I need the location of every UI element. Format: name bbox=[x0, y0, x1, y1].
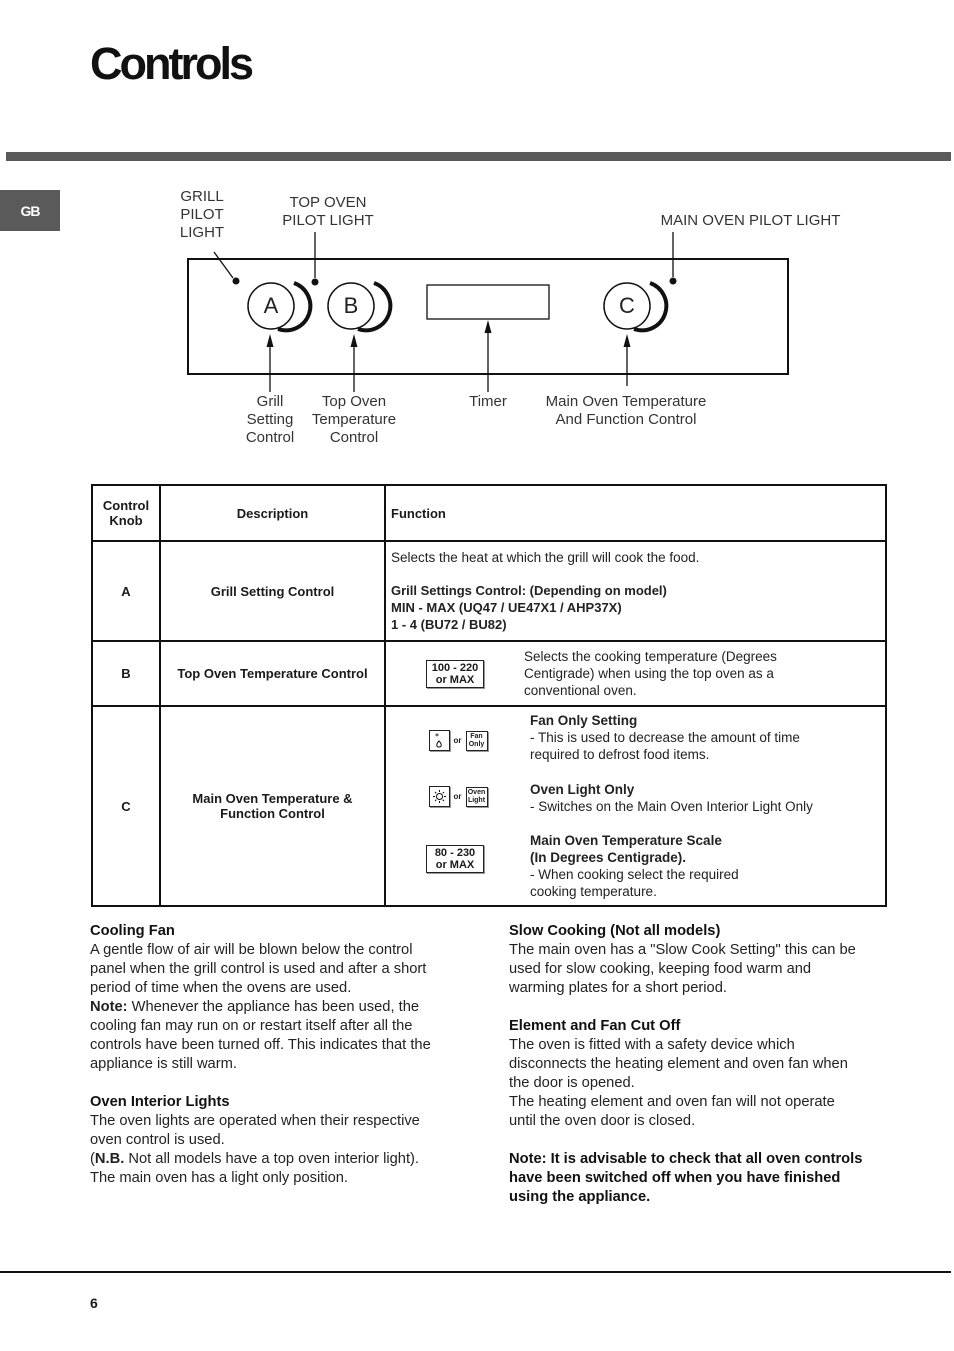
text-line: The main oven has a "Slow Cook Setting" this can be bbox=[509, 942, 856, 958]
cooling-fan-note bbox=[90, 998, 475, 1017]
row-a-function bbox=[385, 541, 886, 641]
box-line: Fan bbox=[470, 732, 483, 740]
text-line: - Switches on the Main Oven Interior Light Only bbox=[530, 799, 813, 814]
fan-only-setting-text bbox=[530, 712, 800, 763]
box-line: Oven bbox=[467, 788, 486, 796]
row-a-text: Selects the heat at which the grill will cook the food. bbox=[391, 550, 700, 565]
arrow-up-icon bbox=[485, 320, 492, 333]
table-row bbox=[92, 706, 886, 906]
arrow-up-icon bbox=[624, 334, 631, 347]
text-line: Whenever the appliance has been used, the bbox=[127, 999, 420, 1015]
row-a-bold-line: Grill Settings Control: (Depending on model) bbox=[391, 583, 667, 598]
row-a-description: Grill Setting Control bbox=[160, 541, 385, 641]
element-fan-cutoff-heading: Element and Fan Cut Off bbox=[509, 1018, 681, 1034]
language-tab: GB bbox=[0, 190, 60, 231]
temp-title-line: (In Degrees Centigrade). bbox=[530, 850, 687, 865]
cooling-fan-heading: Cooling Fan bbox=[90, 923, 175, 939]
knob-a-letter: A bbox=[263, 293, 279, 318]
nb-line bbox=[90, 1150, 475, 1169]
text-line: - When cooking select the required bbox=[530, 867, 739, 882]
oven-light-symbol-box bbox=[466, 787, 488, 807]
table-row bbox=[92, 641, 886, 706]
text-line: period of time when the ovens are used. bbox=[90, 980, 352, 996]
text-line: disconnects the heating element and oven fan when bbox=[509, 1056, 848, 1072]
text-line: cooling fan may run on or restart itself after all the bbox=[90, 1018, 413, 1034]
grill-pilot-leader bbox=[214, 252, 233, 278]
knob-c-letter: C bbox=[619, 293, 635, 318]
or-label: or bbox=[453, 792, 462, 801]
note-label: Note: bbox=[90, 999, 128, 1015]
row-c-knob: C bbox=[92, 706, 160, 906]
arrow-up-icon bbox=[267, 334, 274, 347]
note-line: have been switched off when you have finished bbox=[509, 1170, 841, 1186]
fan-only-symbol-box bbox=[466, 731, 488, 751]
label-line: Main Oven Temperature bbox=[545, 393, 707, 410]
text-line: The oven lights are operated when their respective bbox=[90, 1113, 420, 1129]
table-row bbox=[92, 541, 886, 641]
label-line: GRILL bbox=[180, 188, 224, 205]
label-line: PILOT bbox=[180, 206, 224, 223]
header-description: Description bbox=[160, 485, 385, 541]
header-function: Function bbox=[385, 485, 886, 541]
control-panel-diagram bbox=[0, 0, 954, 400]
main-oven-temperature-control-label bbox=[526, 393, 726, 429]
row-a-bold-line: 1 - 4 (BU72 / BU82) bbox=[391, 617, 507, 632]
row-b-text bbox=[524, 648, 777, 699]
desc-line: Main Oven Temperature & bbox=[192, 791, 353, 806]
main-oven-pilot-light-dot bbox=[670, 278, 677, 285]
text-line: A gentle flow of air will be blown below the control bbox=[90, 942, 413, 958]
slow-cooking-heading: Slow Cooking (Not all models) bbox=[509, 923, 721, 939]
nb-paren: ( bbox=[90, 1151, 95, 1167]
fan-only-title: Fan Only Setting bbox=[530, 713, 638, 728]
label-line: TOP OVEN bbox=[289, 194, 367, 211]
row-a-bold-line: MIN - MAX (UQ47 / UE47X1 / AHP37X) bbox=[391, 600, 622, 615]
text-line: panel when the grill control is used and after a short bbox=[90, 961, 427, 977]
main-oven-pilot-light-label: MAIN OVEN PILOT LIGHT bbox=[660, 212, 841, 229]
header-control-knob bbox=[92, 485, 160, 541]
note-line: Note: It is advisable to check that all oven controls bbox=[509, 1151, 863, 1167]
page-title: Controls bbox=[90, 38, 251, 89]
row-b-description: Top Oven Temperature Control bbox=[160, 641, 385, 706]
header-line: Knob bbox=[109, 513, 143, 528]
lightbulb-icon bbox=[429, 786, 450, 807]
label-line: Setting bbox=[246, 411, 294, 428]
text-line: Selects the cooking temperature (Degrees bbox=[524, 649, 777, 664]
label-line: LIGHT bbox=[179, 224, 225, 241]
nb-label: N.B. bbox=[94, 1151, 125, 1167]
grill-pilot-light-dot bbox=[233, 278, 240, 285]
row-c-function bbox=[385, 706, 886, 906]
control-knob-table bbox=[91, 484, 887, 907]
range-line: 100 - 220 bbox=[431, 661, 479, 674]
note-line: using the appliance. bbox=[509, 1189, 651, 1205]
row-c-description bbox=[160, 706, 385, 906]
text-line: the door is opened. bbox=[509, 1075, 635, 1091]
label-line: Control bbox=[329, 429, 379, 446]
oven-light-title: Oven Light Only bbox=[530, 782, 635, 797]
text-line: Not all models have a top oven interior light). bbox=[124, 1151, 419, 1167]
arrow-up-icon bbox=[351, 334, 358, 347]
label-line: Control bbox=[245, 429, 295, 446]
oven-light-only-text bbox=[530, 781, 813, 815]
fan-defrost-icon bbox=[429, 730, 450, 751]
range-line: or MAX bbox=[435, 673, 475, 686]
range-line: or MAX bbox=[435, 859, 475, 871]
desc-line: Function Control bbox=[220, 806, 325, 821]
text-line: Centigrade) when using the top oven as a bbox=[524, 666, 774, 681]
timer-display bbox=[427, 285, 549, 319]
row-b-knob: B bbox=[92, 641, 160, 706]
main-oven-temperature-scale-text bbox=[524, 832, 739, 900]
text-line: required to defrost food items. bbox=[530, 747, 710, 762]
range-line: 80 - 230 bbox=[434, 847, 476, 859]
temperature-range-box bbox=[426, 845, 484, 873]
box-line: Only bbox=[468, 740, 485, 748]
text-line: until the oven door is closed. bbox=[509, 1113, 696, 1129]
text-line: The oven is fitted with a safety device which bbox=[509, 1037, 795, 1053]
timer-label: Timer bbox=[469, 393, 507, 410]
page-number: 6 bbox=[90, 1295, 98, 1311]
temperature-range-box bbox=[426, 660, 484, 688]
left-column bbox=[90, 922, 475, 1188]
top-oven-temperature-control-label bbox=[304, 393, 404, 447]
row-b-function bbox=[385, 641, 886, 706]
text-line: The heating element and oven fan will not operate bbox=[509, 1094, 835, 1110]
table-header-row bbox=[92, 485, 886, 541]
text-line: controls have been turned off. This indicates that the bbox=[90, 1037, 431, 1053]
text-line: conventional oven. bbox=[524, 683, 637, 698]
text-line: - This is used to decrease the amount of time bbox=[530, 730, 800, 745]
footer-divider bbox=[0, 1271, 951, 1273]
box-line: Light bbox=[467, 796, 486, 804]
text-line: warming plates for a short period. bbox=[509, 980, 727, 996]
text-line: oven control is used. bbox=[90, 1132, 225, 1148]
row-a-knob: A bbox=[92, 541, 160, 641]
text-line: The main oven has a light only position. bbox=[90, 1170, 348, 1186]
knob-b-letter: B bbox=[343, 293, 359, 318]
label-line: Grill bbox=[256, 393, 284, 410]
text-line: appliance is still warm. bbox=[90, 1056, 237, 1072]
svg-text:*: * bbox=[435, 732, 439, 741]
text-line: used for slow cooking, keeping food warm and bbox=[509, 961, 812, 977]
header-line: Control bbox=[102, 498, 150, 513]
label-line: And Function Control bbox=[555, 411, 697, 428]
grill-setting-control-label bbox=[235, 393, 305, 447]
oven-interior-lights-heading: Oven Interior Lights bbox=[90, 1094, 230, 1110]
top-oven-pilot-light-dot bbox=[312, 279, 319, 286]
label-line: Top Oven bbox=[321, 393, 387, 410]
or-label: or bbox=[453, 736, 462, 745]
right-column bbox=[509, 922, 894, 1207]
label-line: Temperature bbox=[311, 411, 397, 428]
text-line: cooking temperature. bbox=[530, 884, 657, 899]
temp-title-line: Main Oven Temperature Scale bbox=[530, 833, 722, 848]
label-line: PILOT LIGHT bbox=[282, 212, 374, 229]
